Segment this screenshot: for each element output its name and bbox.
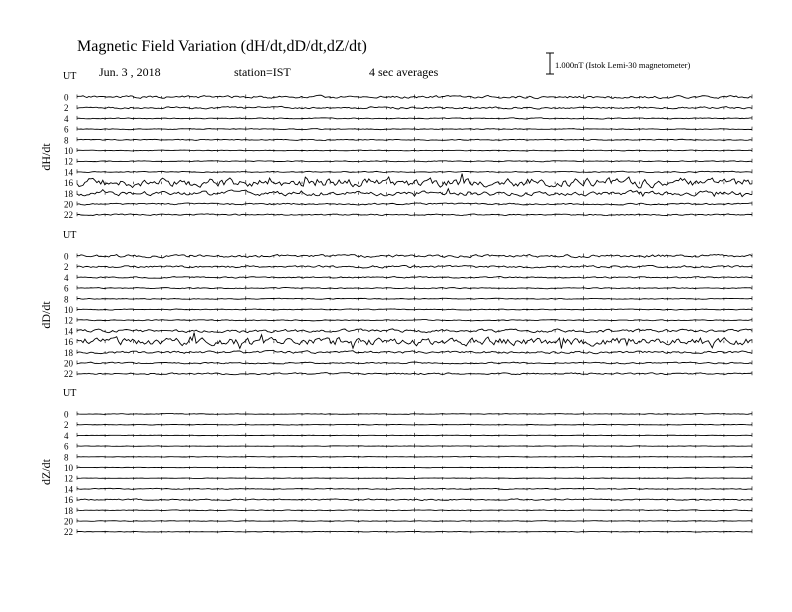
row-hour-label: 2: [64, 103, 69, 114]
panel-dH-dt: [39, 71, 752, 220]
ut-label: UT: [63, 388, 77, 399]
averaging-label: 4 sec averages: [369, 65, 439, 79]
row-hour-label: 16: [64, 495, 73, 506]
hour-ticks: [77, 422, 752, 426]
panel-dZ-dt: [39, 388, 752, 537]
hour-ticks: [77, 476, 752, 480]
row-hour-label: 6: [64, 124, 69, 135]
ut-label: UT: [63, 71, 77, 82]
row-hour-label: 10: [64, 146, 73, 156]
trace-22h: [77, 531, 752, 532]
row-hour-label: 10: [64, 463, 73, 473]
row-hour-label: 16: [64, 178, 73, 189]
station-label: station=IST: [234, 65, 291, 79]
row-hour-label: 14: [64, 484, 73, 495]
row-hour-label: 0: [64, 409, 69, 420]
row-hour-label: 12: [64, 156, 73, 167]
row-hour-label: 20: [64, 199, 73, 210]
row-hour-label: 12: [64, 315, 73, 326]
scale-bar-label: 1.000nT (Istok Lemi-30 magnetometer): [555, 60, 691, 70]
trace-2h: [77, 424, 752, 425]
row-hour-label: 22: [64, 210, 73, 221]
panel-ylabel: dH/dt: [39, 143, 53, 171]
row-hour-label: 8: [64, 135, 69, 146]
trace-16h: [77, 174, 752, 188]
trace-6h: [77, 446, 752, 447]
row-hour-label: 14: [64, 167, 73, 178]
row-hour-label: 0: [64, 92, 69, 103]
panel-ylabel: dD/dt: [39, 301, 53, 329]
row-hour-label: 0: [64, 251, 69, 262]
row-hour-label: 2: [64, 420, 69, 431]
row-hour-label: 22: [64, 369, 73, 380]
row-hour-label: 6: [64, 441, 69, 452]
trace-20h: [77, 521, 752, 522]
hour-ticks: [77, 486, 752, 490]
row-hour-label: 18: [64, 347, 73, 358]
panel-dD-dt: [39, 230, 752, 379]
row-hour-label: 12: [64, 473, 73, 484]
hour-ticks: [77, 529, 752, 533]
row-hour-label: 18: [64, 188, 73, 199]
ut-label: UT: [63, 230, 77, 241]
row-hour-label: 6: [64, 283, 69, 294]
hour-ticks: [77, 286, 752, 290]
date-label: Jun. 3 , 2018: [99, 65, 161, 79]
row-hour-label: 8: [64, 452, 69, 463]
panel-ylabel: dZ/dt: [39, 459, 53, 485]
trace-8h: [77, 457, 752, 458]
row-hour-label: 22: [64, 527, 73, 538]
trace-10h: [77, 467, 752, 468]
row-hour-label: 20: [64, 516, 73, 527]
chart-title: Magnetic Field Variation (dH/dt,dD/dt,dZ/dt): [77, 38, 367, 55]
row-hour-label: 14: [64, 326, 73, 337]
row-hour-label: 16: [64, 337, 73, 348]
row-hour-label: 8: [64, 294, 69, 305]
row-hour-label: 2: [64, 262, 69, 273]
row-hour-label: 20: [64, 358, 73, 369]
row-hour-label: 4: [64, 272, 69, 283]
row-hour-label: 10: [64, 305, 73, 315]
row-hour-label: 18: [64, 505, 73, 516]
row-hour-label: 4: [64, 430, 69, 441]
trace-12h: [77, 478, 752, 479]
row-hour-label: 4: [64, 113, 69, 124]
scale-bar: [546, 53, 554, 74]
